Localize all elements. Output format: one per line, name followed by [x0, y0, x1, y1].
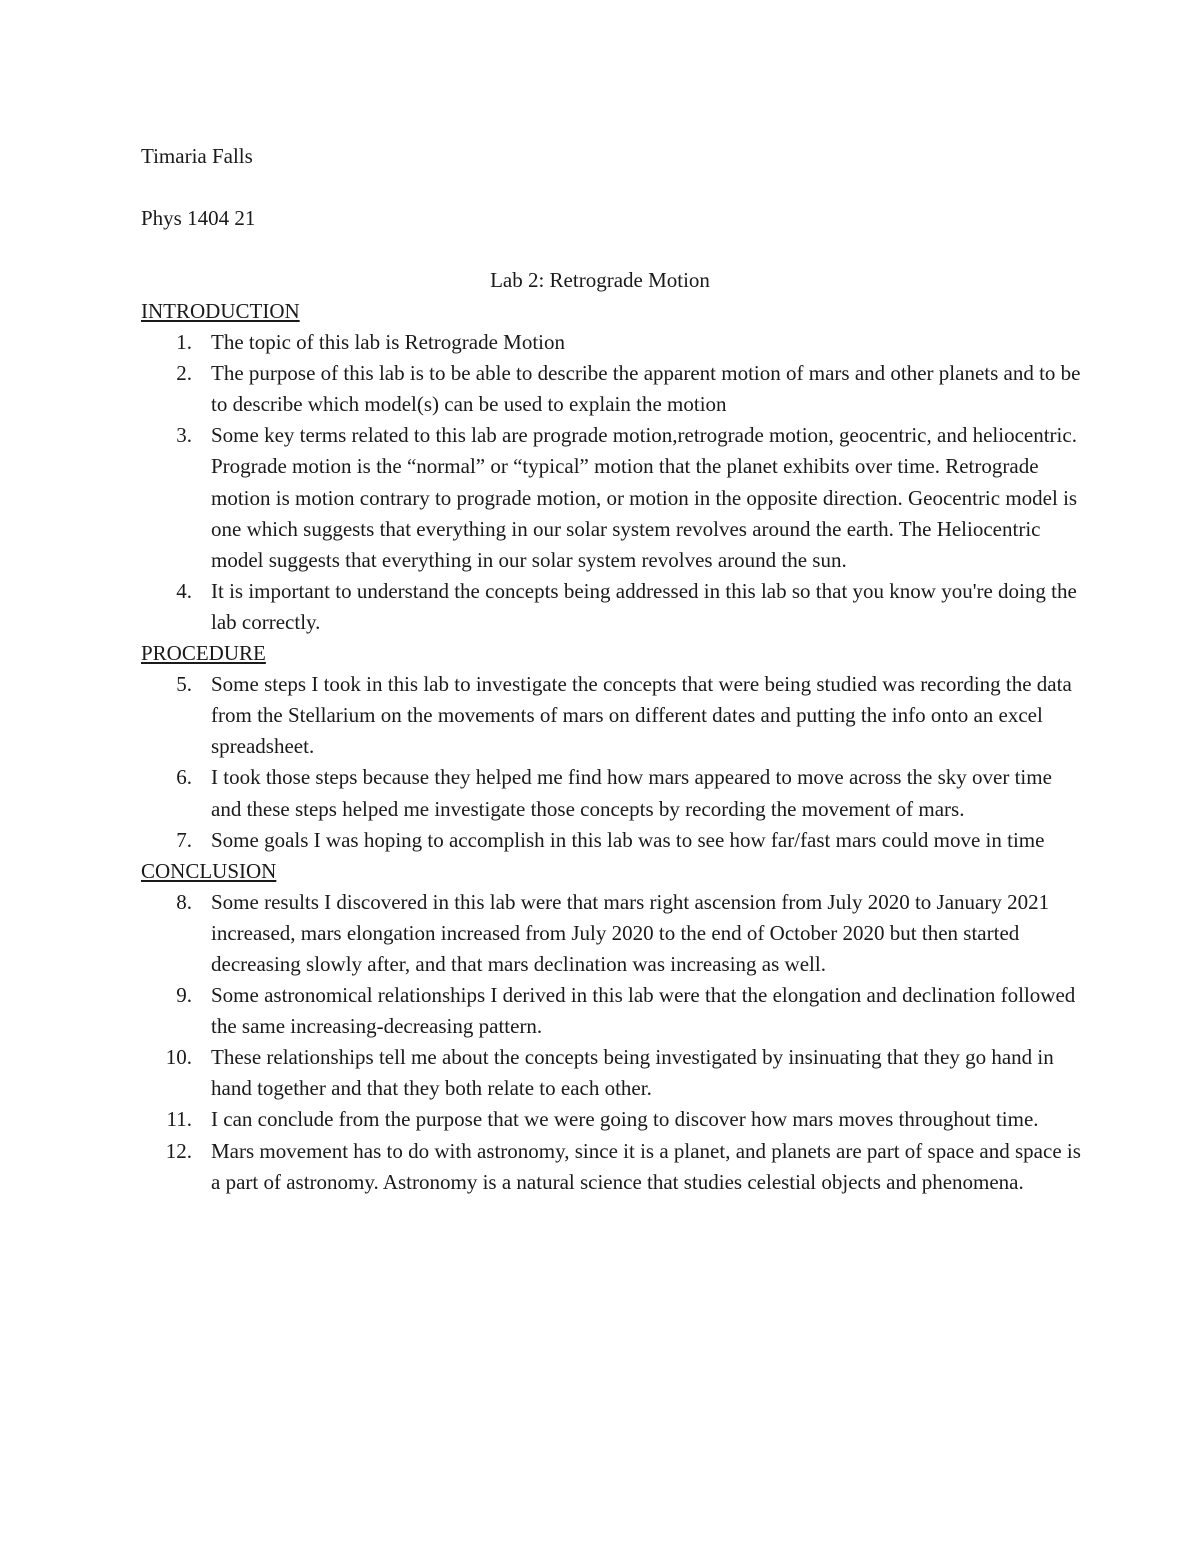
- numbered-list: [141, 669, 1081, 856]
- item-number: 4.: [176, 578, 192, 603]
- item-text: It is important to understand the concepts being addressed in this lab so that you know you're doing the lab correctly.: [211, 578, 1077, 634]
- item-number: 8.: [176, 889, 192, 914]
- list-item: [141, 327, 1081, 358]
- section-heading: INTRODUCTION: [141, 299, 300, 323]
- list-item: [141, 420, 1081, 575]
- section-heading: CONCLUSION: [141, 858, 277, 883]
- document-title: Lab 2: Retrograde Motion: [490, 268, 710, 292]
- author-name: Timaria Falls: [141, 144, 253, 168]
- document-body: [141, 296, 1081, 1198]
- numbered-list: [141, 887, 1081, 1198]
- item-number: 6.: [176, 765, 192, 790]
- item-text: I can conclude from the purpose that we were going to discover how mars moves throughout time.: [211, 1107, 1039, 1132]
- item-text: These relationships tell me about the concepts being investigated by insinuating that they go hand in hand together and that they both relate to each other.: [211, 1045, 1054, 1101]
- list-item: [141, 576, 1081, 638]
- item-text: Some results I discovered in this lab were that mars right ascension from July 2020 to January 2021 increased, mars elongation increased from July 2020 to the end of October 2020 but then started decreasing slowly after, and that mars declination was increasing as well.: [211, 889, 1050, 976]
- item-text: The purpose of this lab is to be able to describe the apparent motion of mars and other planets and to be to describe which model(s) can be used to explain the motion: [211, 361, 1081, 417]
- item-text: Some key terms related to this lab are prograde motion,retrograde motion, geocentric, and heliocentric. Prograde motion is the “normal” or “typical” motion that the planet exhibits over time. Retrograde motion is motion contrary to prograde motion, or motion in the opposite direction. Geocentric model is one which suggests that everything in our solar system revolves around the earth. The Heliocentric model suggests that everything in our solar system revolves around the sun.: [211, 423, 1078, 572]
- list-item: [141, 887, 1081, 980]
- section-procedure: [141, 638, 1081, 856]
- list-item: [141, 762, 1081, 824]
- item-number: 1.: [176, 330, 192, 355]
- item-number: 10.: [165, 1045, 192, 1070]
- list-item: [141, 669, 1081, 762]
- section-conclusion: [141, 856, 1081, 1198]
- item-text: Some steps I took in this lab to investigate the concepts that were being studied was recording the data from the Stellarium on the movements of mars on different dates and putting the info onto an excel spreadsheet.: [211, 672, 1072, 759]
- list-item: [141, 1136, 1081, 1198]
- list-item: [141, 980, 1081, 1042]
- item-number: 9.: [176, 983, 192, 1008]
- list-item: [141, 1104, 1081, 1135]
- item-text: I took those steps because they helped me find how mars appeared to move across the sky over time and these steps helped me investigate those concepts by recording the movement of mars.: [211, 765, 1052, 821]
- section-heading: PROCEDURE: [141, 641, 266, 666]
- item-text: Some astronomical relationships I derived in this lab were that the elongation and declination followed the same increasing-decreasing pattern.: [211, 983, 1076, 1039]
- item-number: 2.: [176, 361, 192, 386]
- list-item: [141, 1042, 1081, 1104]
- list-item: [141, 825, 1081, 856]
- item-text: Mars movement has to do with astronomy, since it is a planet, and planets are part of space and space is a part of astronomy. Astronomy is a natural science that studies celestial objects and phenomena.: [211, 1138, 1081, 1194]
- item-number: 5.: [176, 672, 192, 697]
- item-number: 3.: [176, 423, 192, 448]
- numbered-list: [141, 327, 1081, 638]
- item-text: Some goals I was hoping to accomplish in this lab was to see how far/fast mars could move in time: [211, 827, 1045, 852]
- item-number: 11.: [166, 1107, 192, 1132]
- course-code: Phys 1404 21: [141, 206, 256, 230]
- item-text: The topic of this lab is Retrograde Motion: [211, 330, 566, 355]
- item-number: 7.: [176, 827, 192, 852]
- section-introduction: [141, 296, 1081, 638]
- item-number: 12.: [165, 1138, 192, 1163]
- list-item: [141, 358, 1081, 420]
